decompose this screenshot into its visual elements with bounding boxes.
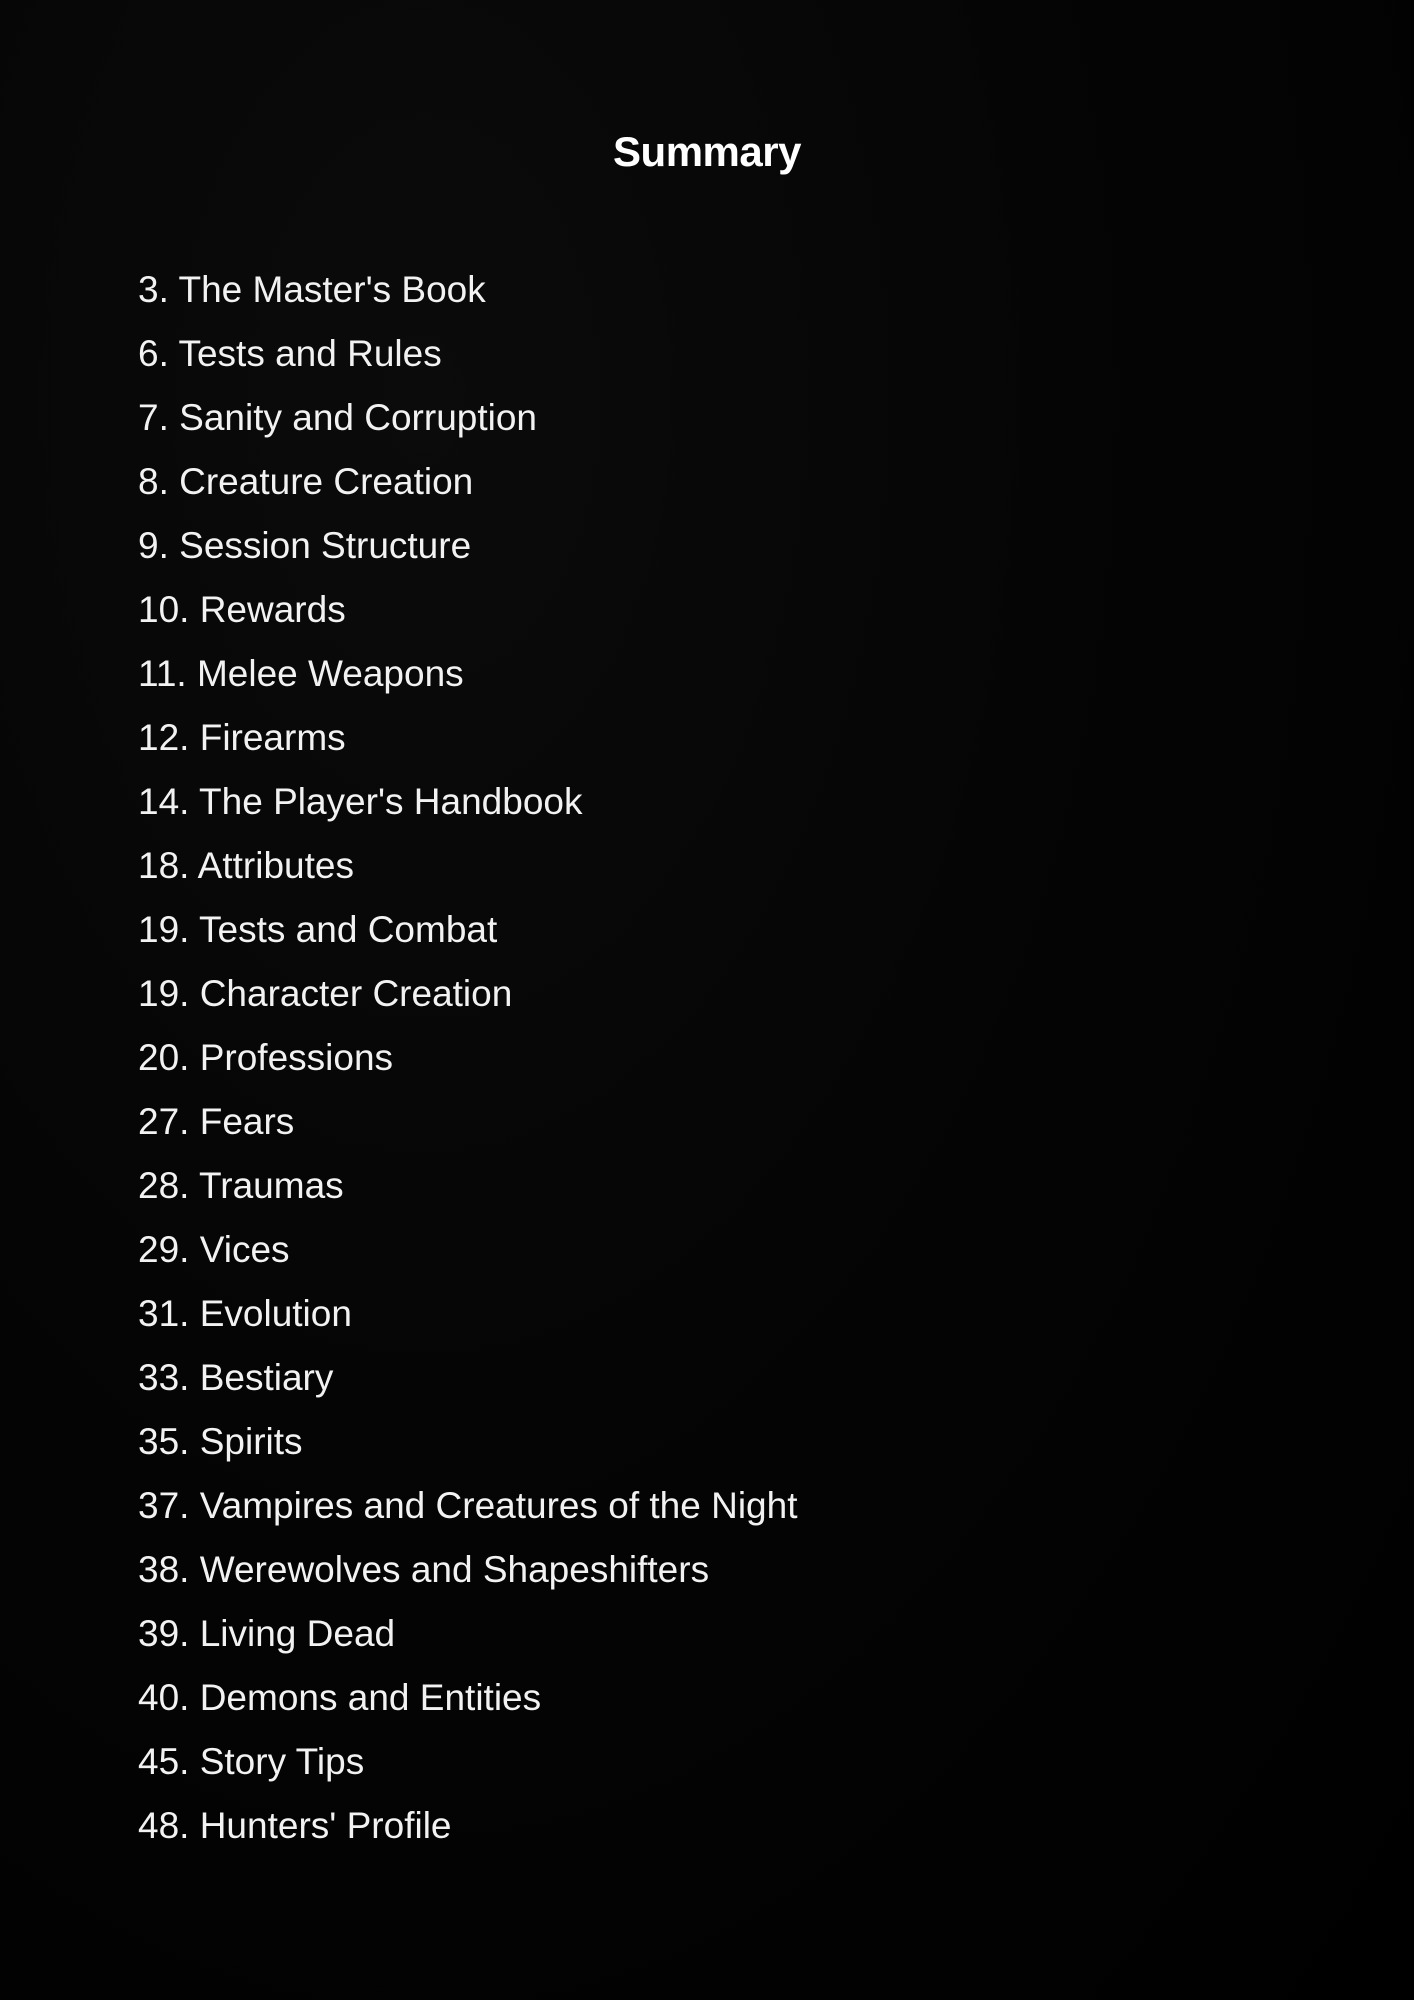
list-item[interactable]: 38. Werewolves and Shapeshifters — [138, 1549, 710, 1590]
list-item[interactable]: 8. Creature Creation — [138, 461, 474, 502]
list-item[interactable]: 11. Melee Weapons — [138, 653, 464, 694]
list-item[interactable]: 28. Traumas — [138, 1165, 344, 1206]
list-item[interactable]: 35. Spirits — [138, 1421, 303, 1462]
table-of-contents — [138, 258, 1288, 1858]
list-item[interactable]: 48. Hunters' Profile — [138, 1805, 452, 1846]
list-item[interactable]: 29. Vices — [138, 1229, 290, 1270]
list-item[interactable]: 27. Fears — [138, 1101, 295, 1142]
list-item[interactable]: 31. Evolution — [138, 1293, 352, 1334]
list-item[interactable]: 19. Character Creation — [138, 973, 513, 1014]
list-item[interactable]: 39. Living Dead — [138, 1613, 396, 1654]
list-item[interactable]: 9. Session Structure — [138, 525, 472, 566]
list-item[interactable]: 18. Attributes — [138, 845, 354, 886]
list-item[interactable]: 14. The Player's Handbook — [138, 781, 583, 822]
list-item[interactable]: 19. Tests and Combat — [138, 909, 498, 950]
page-title: Summary — [613, 128, 801, 175]
list-item[interactable]: 7. Sanity and Corruption — [138, 397, 538, 438]
list-item[interactable]: 37. Vampires and Creatures of the Night — [138, 1485, 798, 1526]
list-item[interactable]: 33. Bestiary — [138, 1357, 334, 1398]
list-item[interactable]: 45. Story Tips — [138, 1741, 365, 1782]
list-item[interactable]: 10. Rewards — [138, 589, 346, 630]
list-item[interactable]: 12. Firearms — [138, 717, 346, 758]
list-item[interactable]: 40. Demons and Entities — [138, 1677, 542, 1718]
list-item[interactable]: 6. Tests and Rules — [138, 333, 442, 374]
list-item[interactable]: 20. Professions — [138, 1037, 394, 1078]
list-item[interactable]: 3. The Master's Book — [138, 269, 486, 310]
